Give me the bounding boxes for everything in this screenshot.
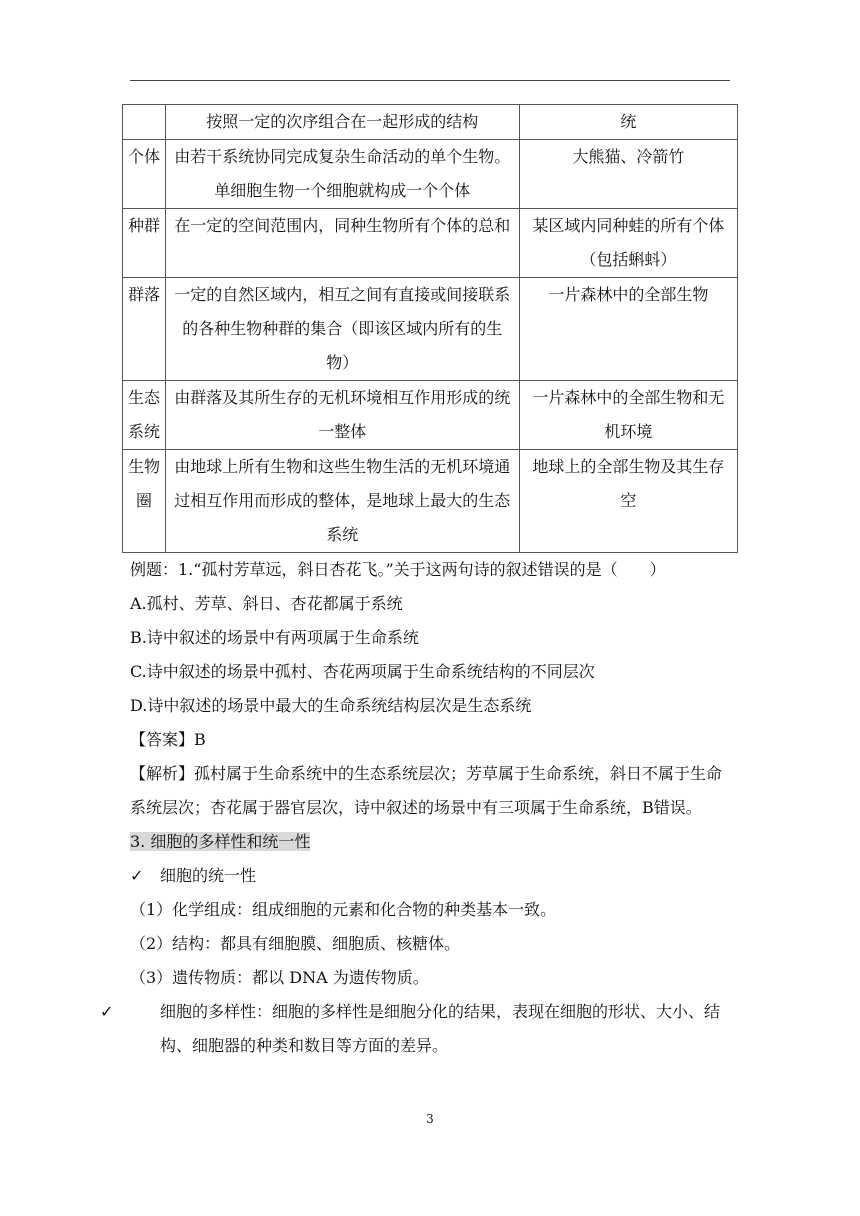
header-rule	[130, 80, 730, 81]
table-cell: 生物圈	[123, 450, 166, 553]
unity-item: （1）化学组成：组成细胞的元素和化合物的种类基本一致。	[130, 900, 557, 919]
table-cell: 由地球上所有生物和这些生物生活的无机环境通过相互作用而形成的整体，是地球上最大的生态系统	[165, 450, 519, 553]
table-cell: 由若干系统协同完成复杂生命活动的单个生物。单细胞生物一个细胞就构成一个个体	[165, 140, 519, 209]
unity-item: （2）结构：都具有细胞膜、细胞质、核糖体。	[130, 934, 461, 953]
table-cell: 按照一定的次序组合在一起形成的结构	[165, 105, 519, 140]
table-cell: 群落	[123, 278, 166, 381]
table-cell: 某区域内同种蛙的所有个体（包括蝌蚪）	[519, 209, 737, 278]
unity-title: 细胞的统一性	[160, 866, 257, 885]
table-cell: 地球上的全部生物及其生存空	[519, 450, 737, 553]
table-row	[123, 140, 738, 209]
diversity-row	[100, 995, 736, 1063]
table-cell: 一定的自然区域内，相互之间有直接或间接联系的各种生物种群的集合（即该区域内所有的生物）	[165, 278, 519, 381]
section-heading-row	[130, 825, 736, 859]
table-cell: 生态系统	[123, 381, 166, 450]
table-row	[123, 105, 738, 140]
table-row	[123, 278, 738, 381]
table-cell: 由群落及其所生存的无机环境相互作用形成的统一整体	[165, 381, 519, 450]
table-cell: 种群	[123, 209, 166, 278]
unity-title-row	[130, 859, 736, 893]
section-heading: 3. 细胞的多样性和统一性	[130, 832, 311, 851]
table-row	[123, 209, 738, 278]
page-number: 3	[426, 1112, 434, 1126]
option-b: B.诗中叙述的场景中有两项属于生命系统	[130, 628, 419, 647]
table-cell: 个体	[123, 140, 166, 209]
example-question: 例题：1.“孤村芳草远，斜日杏花飞。”关于这两句诗的叙述错误的是（ ）	[130, 560, 666, 579]
check-icon: ✓	[130, 866, 144, 885]
table-row	[123, 450, 738, 553]
document-body	[100, 553, 736, 1063]
life-levels-table	[122, 104, 738, 553]
check-icon: ✓	[100, 1002, 114, 1021]
answer: 【答案】B	[130, 730, 206, 749]
diversity-text: 细胞的多样性：细胞的多样性是细胞分化的结果，表现在细胞的形状、大小、结构、细胞器的种类和数目等方面的差异。	[160, 1002, 721, 1055]
table-cell: 统	[519, 105, 737, 140]
table-cell: 在一定的空间范围内，同种生物所有个体的总和	[165, 209, 519, 278]
option-c: C.诗中叙述的场景中孤村、杏花两项属于生命系统结构的不同层次	[130, 662, 595, 681]
table-row	[123, 381, 738, 450]
table-cell: 一片森林中的全部生物和无机环境	[519, 381, 737, 450]
table-cell: 一片森林中的全部生物	[519, 278, 737, 381]
unity-item: （3）遗传物质：都以 DNA 为遗传物质。	[130, 968, 429, 987]
option-d: D.诗中叙述的场景中最大的生命系统结构层次是生态系统	[130, 696, 532, 715]
analysis: 【解析】孤村属于生命系统中的生态系统层次；芳草属于生命系统，斜日不属于生命系统层次；杏花属于器官层次，诗中叙述的场景中有三项属于生命系统，B错误。	[130, 764, 723, 817]
table-cell	[123, 105, 166, 140]
option-a: A.孤村、芳草、斜日、杏花都属于系统	[130, 594, 403, 613]
table-cell: 大熊猫、冷箭竹	[519, 140, 737, 209]
